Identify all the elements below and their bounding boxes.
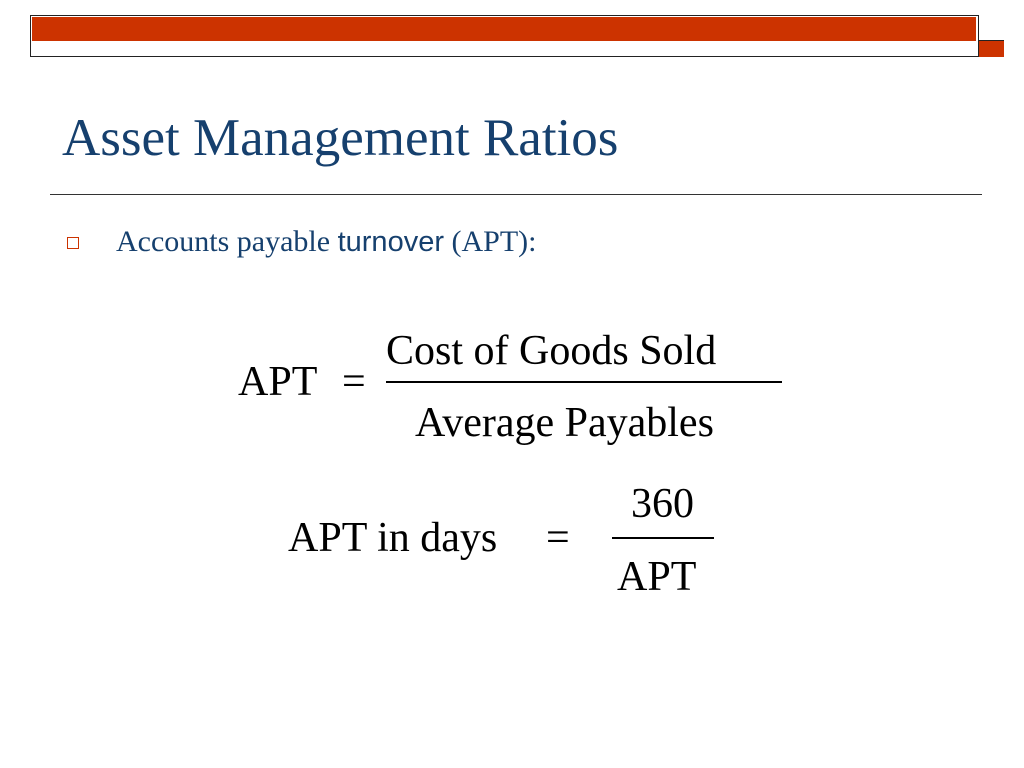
bullet-term-text: turnover	[337, 226, 444, 258]
title-divider	[50, 194, 982, 195]
bullet-lead-text: Accounts payable	[116, 225, 338, 258]
formula2-denominator: APT	[617, 554, 697, 600]
formula1-numerator: Cost of Goods Sold	[386, 328, 717, 374]
square-bullet-icon	[67, 237, 79, 249]
header-accent-bar	[32, 17, 976, 41]
slide-title: Asset Management Ratios	[62, 109, 619, 167]
bullet-item	[116, 224, 536, 260]
formula2-lhs: APT in days	[288, 515, 498, 561]
bullet-tail-text: (APT):	[443, 225, 537, 258]
formula2-fraction-bar	[612, 537, 714, 539]
formula2-equals: =	[546, 515, 570, 561]
formula1-equals: =	[342, 359, 366, 405]
formula1-fraction-bar	[386, 381, 782, 383]
formula1-denominator: Average Payables	[415, 400, 714, 446]
formula1-lhs: APT	[238, 359, 318, 405]
header-corner-accent	[978, 41, 1004, 57]
formula2-numerator: 360	[631, 481, 694, 527]
header-corner-box	[978, 15, 1004, 41]
